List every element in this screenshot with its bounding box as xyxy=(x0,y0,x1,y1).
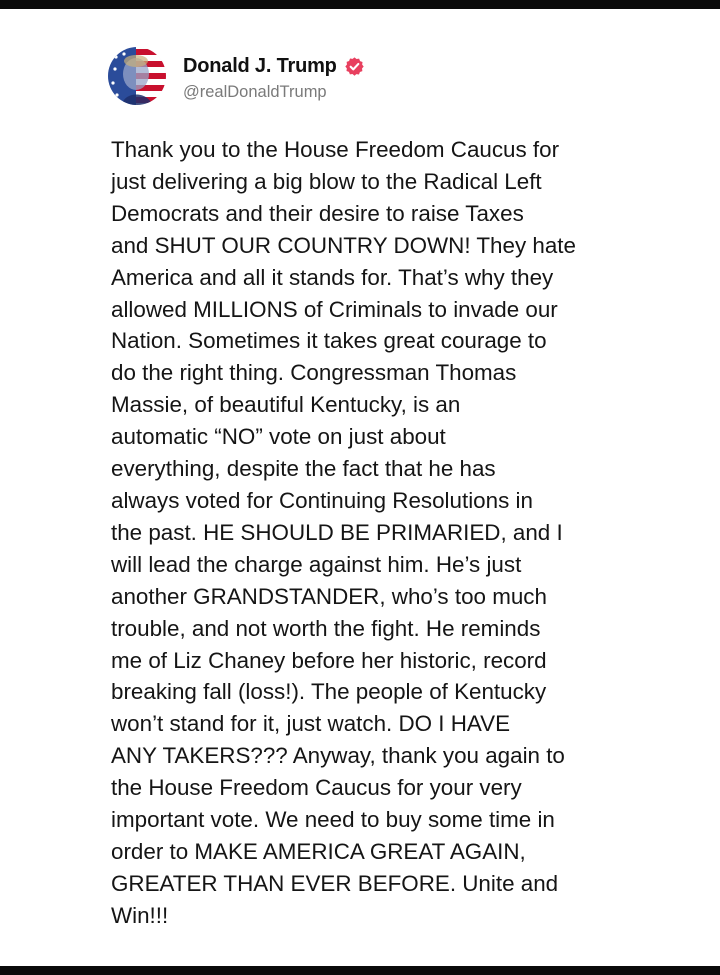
display-name[interactable]: Donald J. Trump xyxy=(183,54,337,77)
post-text-line: will lead the charge against him. He’s just xyxy=(111,551,522,577)
post-text xyxy=(111,134,631,932)
post-text-line: GREATER THAN EVER BEFORE. Unite and xyxy=(111,870,559,896)
post-text-line: automatic “NO” vote on just about xyxy=(111,424,446,450)
post-text-line: trouble, and not worth the fight. He reminds xyxy=(111,615,541,641)
post-text-line: another GRANDSTANDER, who’s too much xyxy=(111,583,547,609)
post-text-line: breaking fall (loss!). The people of Kentucky xyxy=(111,679,547,705)
flag-portrait-icon xyxy=(108,47,166,105)
post-text-line: the past. HE SHOULD BE PRIMARIED, and I xyxy=(111,519,563,545)
post-text-line: and SHUT OUR COUNTRY DOWN! They hate xyxy=(111,232,576,258)
post-text-line: Massie, of beautiful Kentucky, is an xyxy=(111,392,461,418)
post-text-line: the House Freedom Caucus for your very xyxy=(111,775,522,801)
post-text-line: important vote. We need to buy some time in xyxy=(111,807,555,833)
post-text-line: just delivering a big blow to the Radical Left xyxy=(111,168,542,194)
post-text-line: ANY TAKERS??? Anyway, thank you again to xyxy=(111,743,565,769)
author-header xyxy=(183,53,365,102)
post-text-line: Win!!! xyxy=(111,902,169,928)
display-name-row xyxy=(183,53,365,79)
post-text-line: everything, despite the fact that he has xyxy=(111,456,496,482)
post-text-line: me of Liz Chaney before her historic, record xyxy=(111,647,547,673)
post-text-line: do the right thing. Congressman Thomas xyxy=(111,360,517,386)
verified-badge-icon xyxy=(344,56,365,77)
avatar[interactable] xyxy=(108,47,166,105)
post-text-line: won’t stand for it, just watch. DO I HAVE xyxy=(111,711,511,737)
post-text-line: America and all it stands for. That’s why they xyxy=(111,264,554,290)
post-text-line: allowed MILLIONS of Criminals to invade our xyxy=(111,296,558,322)
post-text-line: Nation. Sometimes it takes great courage to xyxy=(111,328,547,354)
bottom-black-border xyxy=(0,966,720,975)
author-handle[interactable]: @realDonaldTrump xyxy=(183,83,327,101)
post-text-line: Democrats and their desire to raise Taxes xyxy=(111,200,524,226)
post-text-line: order to MAKE AMERICA GREAT AGAIN, xyxy=(111,838,526,864)
top-black-border xyxy=(0,0,720,9)
post-text-line: Thank you to the House Freedom Caucus for xyxy=(111,137,560,162)
post-text-line: always voted for Continuing Resolutions in xyxy=(111,487,533,513)
post-card xyxy=(0,9,720,966)
